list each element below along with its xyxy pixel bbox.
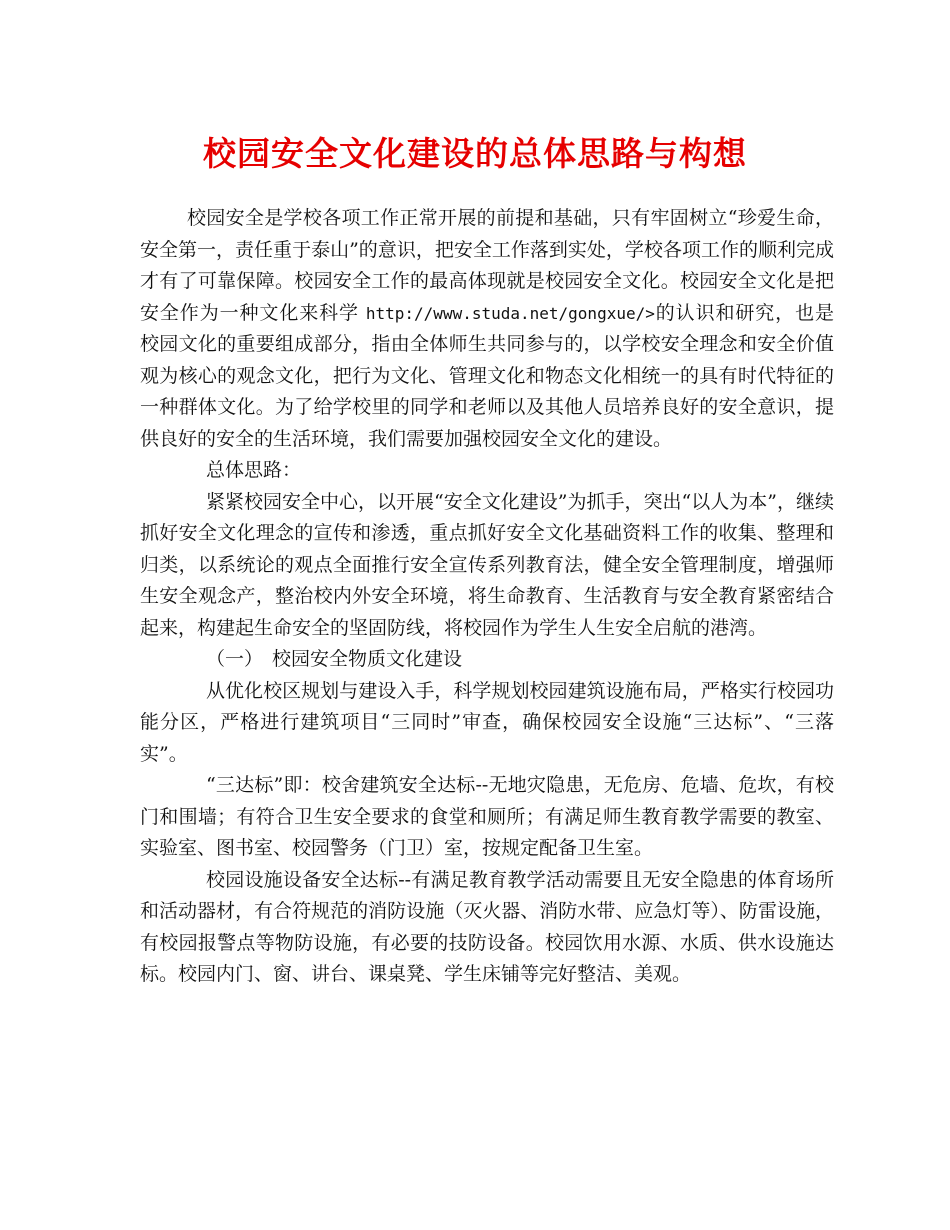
facilities-paragraph: 校园设施设备安全达标--有满足教育教学活动需要且无安全隐患的体育场所和活动器材，有合符规范的消防设施（灭火器、消防水带、应急灯等）、防雷设施，有校园报警点等物防设施，有必要的技防设备。校园饮用水源、水质、供水设施达标。校园内门、窗、讲台、课桌凳、学生床铺等完好整洁、美观。 [140, 868, 834, 985]
document-title: 校园安全文化建设的总体思路与构想 [203, 134, 747, 173]
intro-text-start: 校园安全是学校各项工作正常开展的前提和基础，只有牢固树立“珍爱生命，安全第一，责任重于泰山”的意识，把安全工作落到实处，学校各项工作的顺利完成才有了可靠保障。校园安全工作的最高体现就是校园安全文化。校园安全文化是把安全作为一种文化来科学 [140, 207, 834, 324]
reference-link[interactable]: http://www.studa.net/gongxue/> [365, 303, 655, 323]
three-standards-paragraph: “三达标”即：校舍建筑安全达标--无地灾隐患，无危房、危墙、危坎，有校门和围墙；有符合卫生安全要求的食堂和厕所；有满足师生教育教学需要的教室、实验室、图书室、校园警务（门卫）室，按规定配备卫生室。 [140, 774, 834, 859]
section-heading [140, 644, 834, 676]
section-number: （一） [206, 648, 264, 670]
overall-approach-paragraph: 紧紧校园安全中心，以开展“安全文化建设”为抓手，突出“以人为本”，继续抓好安全文化理念的宣传和渗透，重点抓好安全文化基础资料工作的收集、整理和归类，以系统论的观点全面推行安全宣传系列教育法，健全安全管理制度，增强师生安全观念产，整治校内外安全环境，将生命教育、生活教育与安全教育紧密结合起来，构建起生命安全的坚固防线，将校园作为学生人生安全启航的港湾。 [140, 490, 834, 639]
intro-text-end: 的认识和研究，也是校园文化的重要组成部分，指由全体师生共同参与的，以学校安全理念和安全价值观为核心的观念文化，把行为文化、管理文化和物态文化相统一的具有时代特征的一种群体文化。为了给学校里的同学和老师以及其他人员培养良好的安全意识，提供良好的安全的生活环境，我们需要加强校园安全文化的建设。 [140, 301, 834, 450]
intro-paragraph [140, 203, 834, 455]
overall-approach-label: 总体思路： [206, 459, 302, 481]
planning-paragraph: 从优化校区规划与建设入手，科学规划校园建筑设施布局，严格实行校园功能分区，严格进行建筑项目“三同时”审查，确保校园安全设施“三达标”、“三落实”。 [140, 679, 834, 765]
section-title: 校园安全物质文化建设 [272, 648, 463, 670]
document-body [140, 203, 834, 991]
